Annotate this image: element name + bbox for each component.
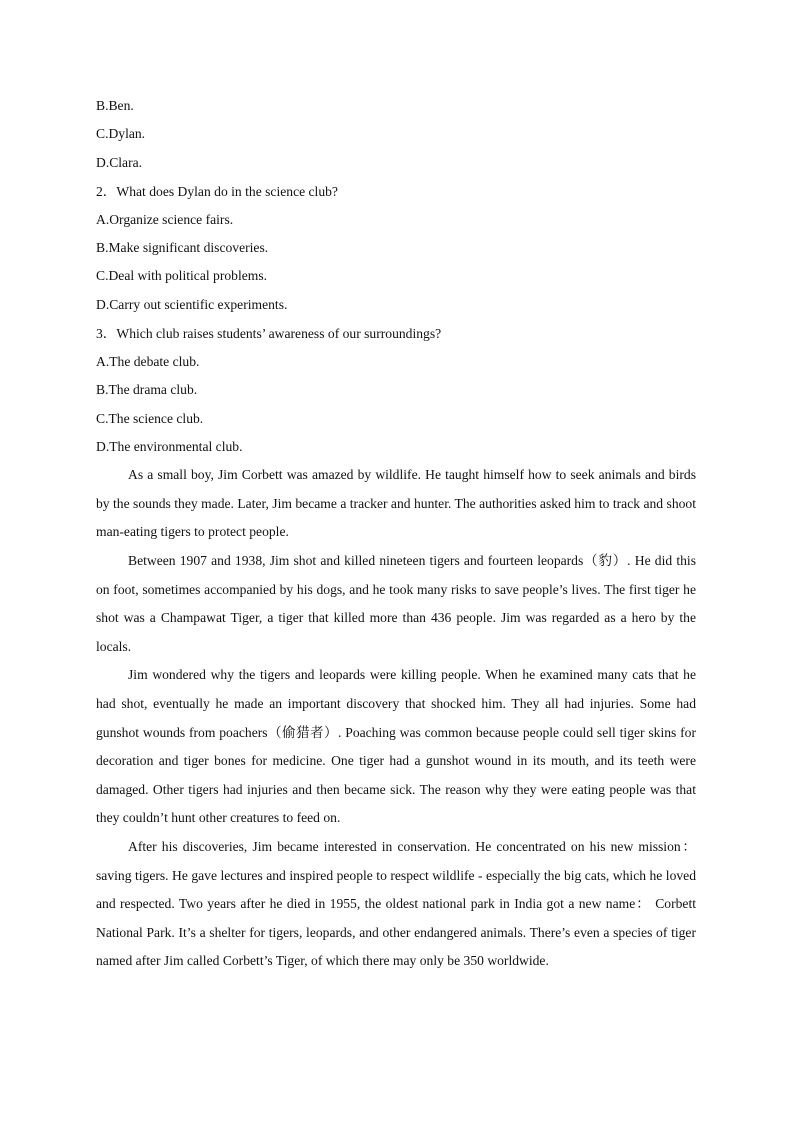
reading-passage <box>96 461 696 976</box>
passage-paragraph-2: Between 1907 and 1938, Jim shot and killed nineteen tigers and fourteen leopards（豹）. He did this on foot, sometimes accompanied by his dogs, and he took many risks to save people’s lives. The first tiger he shot was a Champawat Tiger, a tiger that killed more than 436 people. Jim was regarded as a hero by the locals. <box>96 553 696 654</box>
question-2-stem: 2．What does Dylan do in the science club? <box>96 183 338 199</box>
option-q1-b: B.Ben. <box>96 98 134 113</box>
document-page <box>96 92 696 976</box>
option-q1-c: C.Dylan. <box>96 126 146 142</box>
question-3-stem: 3．Which club raises students’ awareness of our surroundings? <box>96 326 442 342</box>
passage-paragraph-1: As a small boy, Jim Corbett was amazed by wildlife. He taught himself how to seek animals and birds by the sounds they made. Later, Jim became a tracker and hunter. The authorities asked him to track and shoot man-eating tigers to protect people. <box>96 467 696 540</box>
option-q2-b: B.Make significant discoveries. <box>96 240 269 256</box>
option-q2-c: C.Deal with political problems. <box>96 268 268 284</box>
option-q3-c: C.The science club. <box>96 410 204 426</box>
passage-paragraph-4: After his discoveries, Jim became interested in conservation. He concentrated on his new mission： saving tigers. He gave lectures and inspired people to respect wildlife - especially the big cats, which he loved and respected. Two years after he died in 1955, the oldest national park in India got a new name： Corbett National Park. It’s a shelter for tigers, leopards, and other endangered animals. There’s even a species of tiger named after Jim called Corbett’s Tiger, of which there may only be 350 worldwide. <box>96 838 696 969</box>
option-q2-d: D.Carry out scientific experiments. <box>96 296 288 312</box>
option-q2-a: A.Organize science fairs. <box>96 211 234 227</box>
option-q3-d: D.The environmental club. <box>96 438 243 454</box>
passage-paragraph-3: Jim wondered why the tigers and leopards were killing people. When he examined many cats that he had shot, eventually he made an important discovery that shocked him. They all had injuries. Some had gunshot wounds from poachers（偷猎者）. Poaching was common because people could sell tiger skins for decoration and tiger bones for medicine. One tiger had a gunshot wound in its mouth, and its teeth were damaged. Other tigers had injuries and then became sick. The reason why they were eating people was that they couldn’t hunt other creatures to feed on. <box>96 667 696 826</box>
option-q1-d: D.Clara. <box>96 154 143 170</box>
option-q3-a: A.The debate club. <box>96 354 200 370</box>
option-q3-b: B.The drama club. <box>96 382 198 398</box>
